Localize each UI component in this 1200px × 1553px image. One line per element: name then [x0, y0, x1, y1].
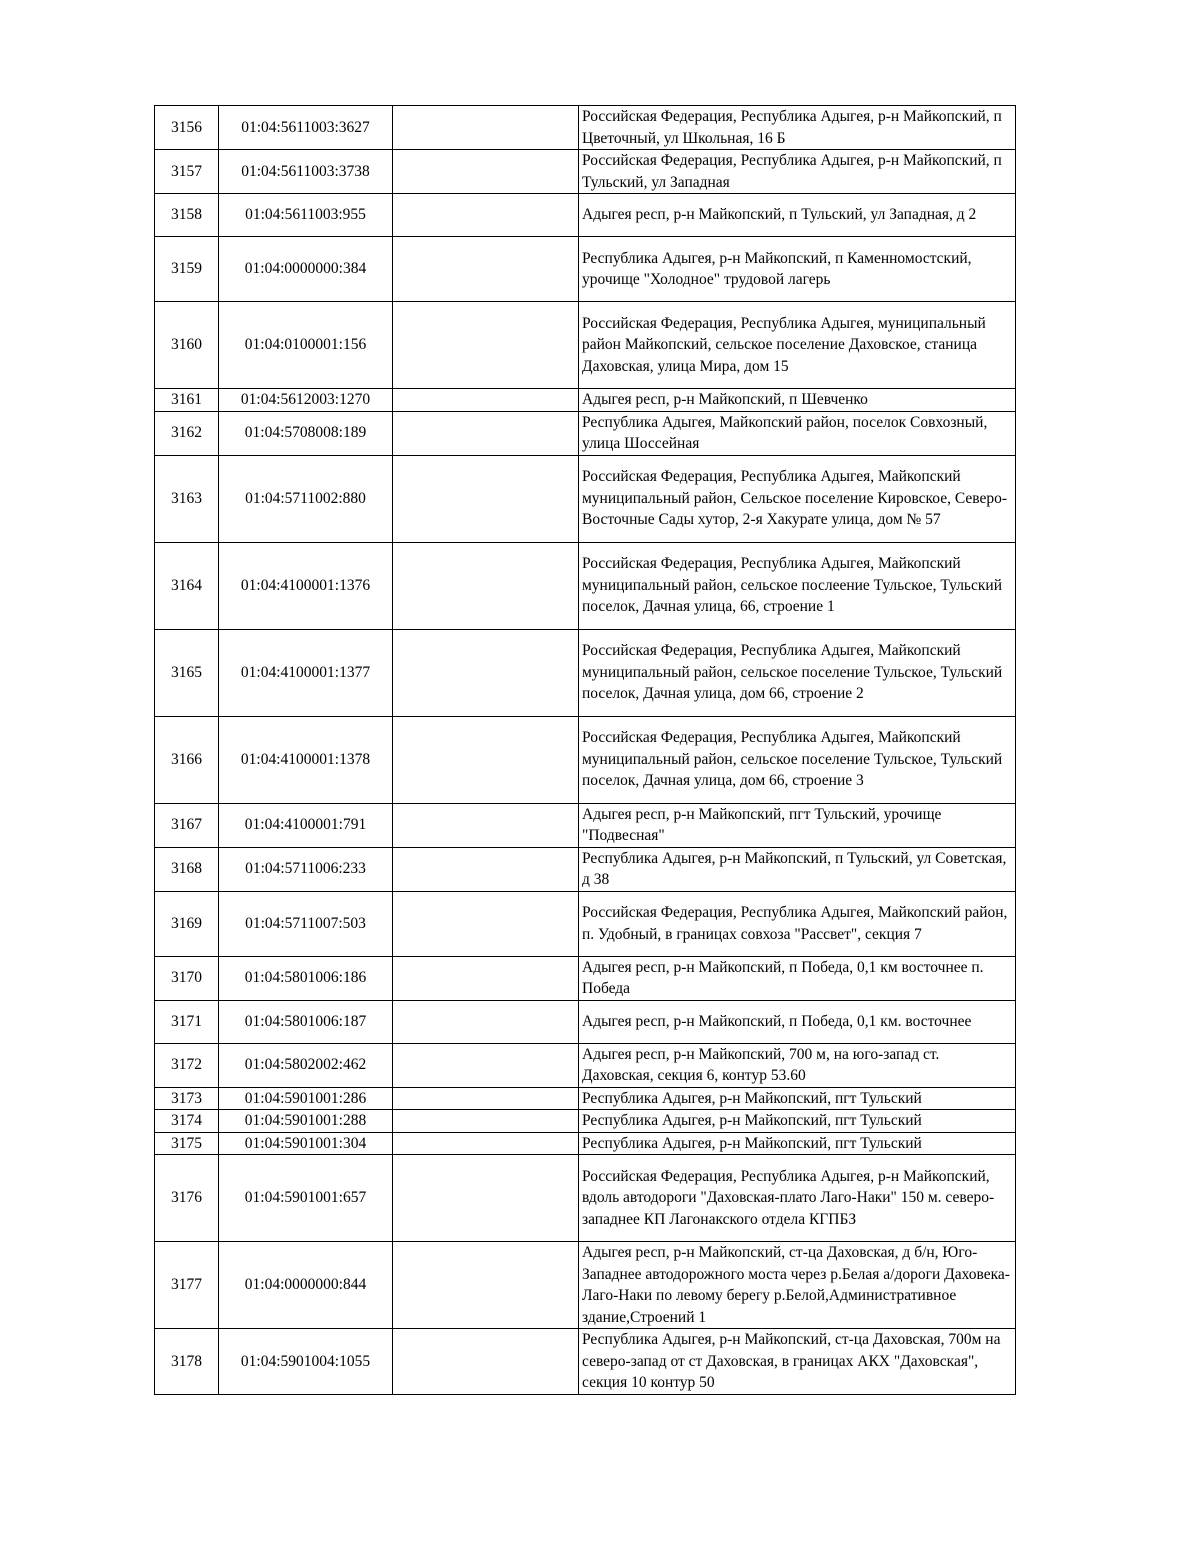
address-cell: Адыгея респ, р-н Майкопский, п Победа, 0,1 км. восточнее	[579, 1000, 1016, 1043]
address-cell: Российская Федерация, Республика Адыгея, р-н Майкопский, п Тульский, ул Западная	[579, 150, 1016, 194]
empty-cell	[393, 1110, 579, 1133]
cadastral-number: 01:04:5901001:304	[219, 1132, 393, 1155]
table-row	[155, 716, 1016, 803]
cadastral-number: 01:04:5611003:3627	[219, 106, 393, 150]
empty-cell	[393, 1000, 579, 1043]
empty-cell	[393, 150, 579, 194]
address-cell: Российская Федерация, Республика Адыгея, р-н Майкопский, вдоль автодороги "Даховская-плато Лаго-Наки" 150 м. северо-западнее КП Лагонакского отдела КГПБЗ	[579, 1155, 1016, 1242]
table-row	[155, 1043, 1016, 1087]
address-cell: Адыгея респ, р-н Майкопский, пгт Тульский, урочище "Подвесная"	[579, 803, 1016, 847]
empty-cell	[393, 1087, 579, 1110]
cadastral-number: 01:04:5802002:462	[219, 1043, 393, 1087]
address-cell: Адыгея респ, р-н Майкопский, п Шевченко	[579, 389, 1016, 412]
address-cell: Адыгея респ, р-н Майкопский, п Победа, 0,1 км восточнее п. Победа	[579, 956, 1016, 1000]
row-number: 3163	[155, 455, 219, 542]
address-cell: Республика Адыгея, р-н Майкопский, п Каменномостский, урочище "Холодное" трудовой лагерь	[579, 237, 1016, 302]
table-row	[155, 847, 1016, 891]
table-row	[155, 956, 1016, 1000]
row-number: 3177	[155, 1242, 219, 1329]
table-row	[155, 389, 1016, 412]
empty-cell	[393, 891, 579, 956]
cadastral-number: 01:04:5901001:286	[219, 1087, 393, 1110]
table-row	[155, 1000, 1016, 1043]
table-row	[155, 302, 1016, 389]
cadastral-number: 01:04:5711007:503	[219, 891, 393, 956]
row-number: 3170	[155, 956, 219, 1000]
table-row	[155, 106, 1016, 150]
table-row	[155, 1132, 1016, 1155]
empty-cell	[393, 302, 579, 389]
table-row	[155, 411, 1016, 455]
row-number: 3157	[155, 150, 219, 194]
row-number: 3160	[155, 302, 219, 389]
table-row	[155, 891, 1016, 956]
table-body	[155, 106, 1016, 1395]
cadastral-number: 01:04:4100001:1377	[219, 629, 393, 716]
empty-cell	[393, 237, 579, 302]
row-number: 3164	[155, 542, 219, 629]
address-cell: Республика Адыгея, р-н Майкопский, пгт Тульский	[579, 1110, 1016, 1133]
cadastral-table	[154, 105, 1016, 1395]
address-cell: Российская Федерация, Республика Адыгея, Майкопский муниципальный район, сельское поселение Тульское, Тульский поселок, Дачная улица, дом 66, строение 2	[579, 629, 1016, 716]
cadastral-number: 01:04:5708008:189	[219, 411, 393, 455]
address-cell: Республика Адыгея, р-н Майкопский, ст-ца Даховская, 700м на северо-запад от ст Даховская, в границах АКХ "Даховская", секция 10 контур 50	[579, 1329, 1016, 1395]
row-number: 3178	[155, 1329, 219, 1395]
cadastral-number: 01:04:5611003:955	[219, 194, 393, 237]
empty-cell	[393, 389, 579, 412]
row-number: 3156	[155, 106, 219, 150]
address-cell: Адыгея респ, р-н Майкопский, 700 м, на юго-запад ст. Даховская, секция 6, контур 53.60	[579, 1043, 1016, 1087]
cadastral-number: 01:04:5711002:880	[219, 455, 393, 542]
table-row	[155, 194, 1016, 237]
row-number: 3171	[155, 1000, 219, 1043]
empty-cell	[393, 542, 579, 629]
empty-cell	[393, 629, 579, 716]
table-row	[155, 1329, 1016, 1395]
address-cell: Российская Федерация, Республика Адыгея, Майкопский муниципальный район, сельское послеение Тульское, Тульский поселок, Дачная улица, 66, строение 1	[579, 542, 1016, 629]
cadastral-number: 01:04:5801006:186	[219, 956, 393, 1000]
row-number: 3168	[155, 847, 219, 891]
address-cell: Республика Адыгея, р-н Майкопский, пгт Тульский	[579, 1087, 1016, 1110]
cadastral-number: 01:04:4100001:1376	[219, 542, 393, 629]
address-cell: Российская Федерация, Республика Адыгея, Майкопский муниципальный район, Сельское поселение Кировское, Северо-Восточные Сады хутор, 2-я Хакурате улица, дом № 57	[579, 455, 1016, 542]
cadastral-number: 01:04:4100001:1378	[219, 716, 393, 803]
cadastral-number: 01:04:5711006:233	[219, 847, 393, 891]
table-row	[155, 629, 1016, 716]
empty-cell	[393, 716, 579, 803]
table-row	[155, 803, 1016, 847]
row-number: 3162	[155, 411, 219, 455]
empty-cell	[393, 106, 579, 150]
empty-cell	[393, 194, 579, 237]
empty-cell	[393, 1155, 579, 1242]
row-number: 3175	[155, 1132, 219, 1155]
row-number: 3165	[155, 629, 219, 716]
table-row	[155, 1242, 1016, 1329]
table-row	[155, 150, 1016, 194]
address-cell: Российская Федерация, Республика Адыгея, Майкопский муниципальный район, сельское поселение Тульское, Тульский поселок, Дачная улица, дом 66, строение 3	[579, 716, 1016, 803]
table-row	[155, 455, 1016, 542]
address-cell: Республика Адыгея, р-н Майкопский, пгт Тульский	[579, 1132, 1016, 1155]
address-cell: Российская Федерация, Республика Адыгея, р-н Майкопский, п Цветочный, ул Школьная, 16 Б	[579, 106, 1016, 150]
table-row	[155, 1110, 1016, 1133]
empty-cell	[393, 847, 579, 891]
cadastral-number: 01:04:5801006:187	[219, 1000, 393, 1043]
empty-cell	[393, 1329, 579, 1395]
empty-cell	[393, 411, 579, 455]
address-cell: Республика Адыгея, Майкопский район, поселок Совхозный, улица Шоссейная	[579, 411, 1016, 455]
address-cell: Российская Федерация, Республика Адыгея, муниципальный район Майкопский, сельское поселение Даховское, станица Даховская, улица Мира, дом 15	[579, 302, 1016, 389]
address-cell: Адыгея респ, р-н Майкопский, ст-ца Даховская, д б/н, Юго-Западнее автодорожного моста через р.Белая а/дороги Даховека-Лаго-Наки по левому берегу р.Белой,Административное здание,Строений 1	[579, 1242, 1016, 1329]
cadastral-number: 01:04:0000000:384	[219, 237, 393, 302]
row-number: 3173	[155, 1087, 219, 1110]
row-number: 3158	[155, 194, 219, 237]
table-row	[155, 542, 1016, 629]
row-number: 3174	[155, 1110, 219, 1133]
row-number: 3161	[155, 389, 219, 412]
cadastral-number: 01:04:0100001:156	[219, 302, 393, 389]
cadastral-number: 01:04:4100001:791	[219, 803, 393, 847]
empty-cell	[393, 803, 579, 847]
row-number: 3169	[155, 891, 219, 956]
empty-cell	[393, 1242, 579, 1329]
address-cell: Российская Федерация, Республика Адыгея, Майкопский район, п. Удобный, в границах совхоза "Рассвет", секция 7	[579, 891, 1016, 956]
empty-cell	[393, 956, 579, 1000]
row-number: 3166	[155, 716, 219, 803]
cadastral-number: 01:04:5901001:288	[219, 1110, 393, 1133]
cadastral-number: 01:04:5611003:3738	[219, 150, 393, 194]
cadastral-number: 01:04:0000000:844	[219, 1242, 393, 1329]
empty-cell	[393, 1132, 579, 1155]
table-row	[155, 1087, 1016, 1110]
cadastral-number: 01:04:5612003:1270	[219, 389, 393, 412]
address-cell: Адыгея респ, р-н Майкопский, п Тульский, ул Западная, д 2	[579, 194, 1016, 237]
table-row	[155, 1155, 1016, 1242]
row-number: 3176	[155, 1155, 219, 1242]
row-number: 3159	[155, 237, 219, 302]
empty-cell	[393, 1043, 579, 1087]
row-number: 3167	[155, 803, 219, 847]
cadastral-number: 01:04:5901001:657	[219, 1155, 393, 1242]
row-number: 3172	[155, 1043, 219, 1087]
table-row	[155, 237, 1016, 302]
empty-cell	[393, 455, 579, 542]
address-cell: Республика Адыгея, р-н Майкопский, п Тульский, ул Советская, д 38	[579, 847, 1016, 891]
cadastral-number: 01:04:5901004:1055	[219, 1329, 393, 1395]
